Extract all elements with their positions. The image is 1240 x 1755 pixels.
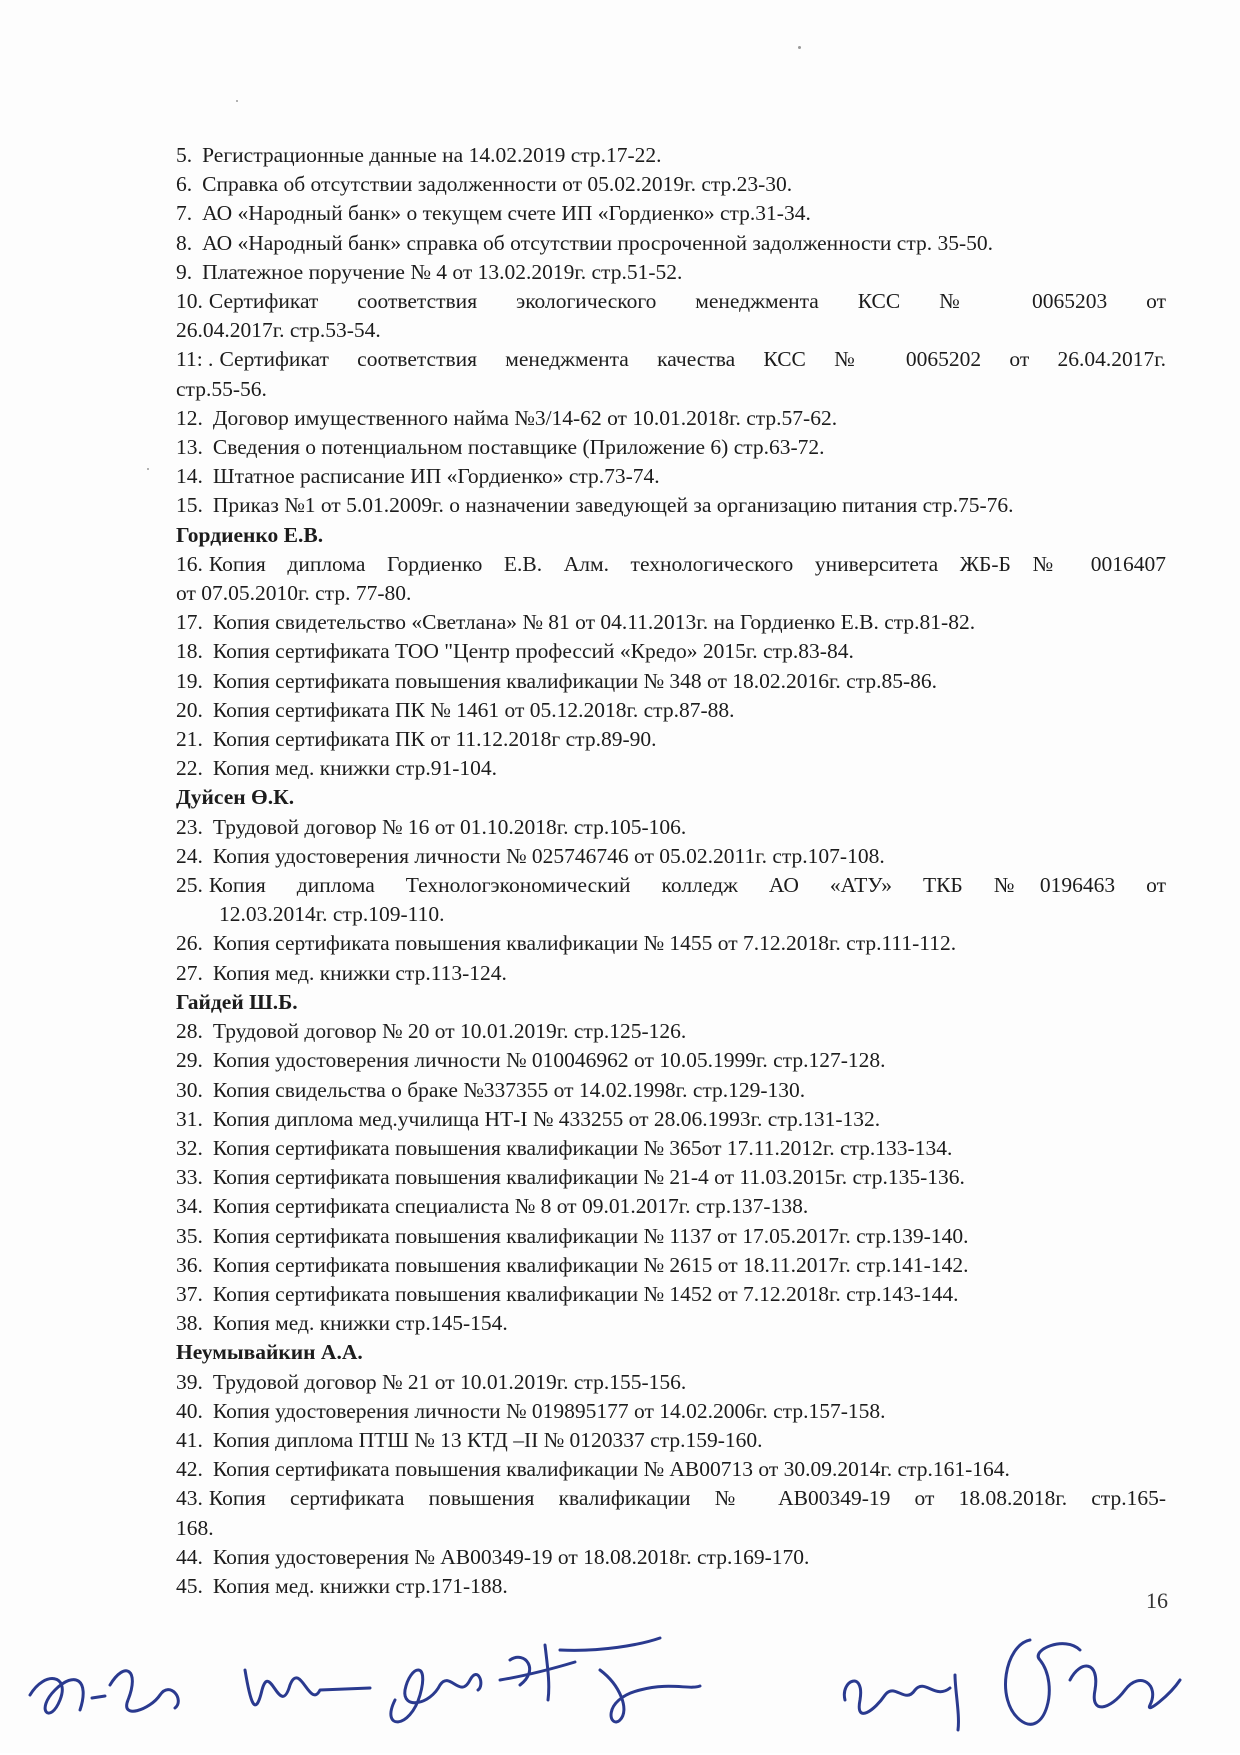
item-group-gordienko [176,608,1166,783]
list-item: 6. Справка об отсутствии задолженности от 05.02.2019г. стр.23-30. [176,172,793,197]
list-item: 32. Копия сертификата повышения квалификации № 365от 17.11.2012г. стр.133-134. [176,1135,953,1160]
list-item: 38. Копия мед. книжки стр.145-154. [176,1311,508,1336]
list-item-continuation: стр.55-56. [176,376,267,401]
list-item: 24. Копия удостоверения личности № 025746746 от 05.02.2011г. стр.107-108. [176,843,885,868]
list-item: 22. Копия мед. книжки стр.91-104. [176,756,497,781]
section-heading-gordienko: Гордиенко Е.В. [176,522,324,547]
list-item-line: 43. Копия сертификата повышения квалификации № АВ00349-19 от 18.08.2018г. стр.165- [176,1486,1166,1511]
list-item: 13. Сведения о потенциальном поставщике (Приложение 6) стр.63-72. [176,435,825,460]
list-item: 21. Копия сертификата ПК от 11.12.2018г стр.89-90. [176,727,657,752]
list-item: 20. Копия сертификата ПК № 1461 от 05.12.2018г. стр.87-88. [176,697,735,722]
list-item: 17. Копия свидетельство «Светлана» № 81 от 04.11.2013г. на Гордиенко Е.В. стр.81-82. [176,610,976,635]
list-item: 34. Копия сертификата специалиста № 8 от 09.01.2017г. стр.137-138. [176,1194,809,1219]
list-item-line: 11: . Сертификат соответствия менеджмента качества КСС № 0065202 от 26.04.2017г. [176,347,1166,372]
list-item: 45. Копия мед. книжки стр.171-188. [176,1573,508,1598]
signature-4 [500,1638,700,1722]
list-item: 37. Копия сертификата повышения квалификации № 1452 от 7.12.2018г. стр.143-144. [176,1281,959,1306]
list-item: 29. Копия удостоверения личности № 010046962 от 10.05.1999г. стр.127-128. [176,1048,886,1073]
item-group-duysen-a [176,813,1166,871]
list-item-43 [176,1484,1166,1542]
list-item-25 [176,871,1166,929]
list-item: 35. Копия сертификата повышения квалификации № 1137 от 17.05.2017г. стр.139-140. [176,1223,969,1248]
list-item: 40. Копия удостоверения личности № 019895177 от 14.02.2006г. стр.157-158. [176,1398,886,1423]
scan-speck [798,46,801,49]
item-group-mid [176,404,1166,521]
list-item: 14. Штатное расписание ИП «Гордиенко» стр.73-74. [176,464,660,489]
scan-speck [236,100,238,102]
list-item: 31. Копия диплома мед.училища НТ-I № 433255 от 28.06.1993г. стр.131-132. [176,1106,881,1131]
list-item: 18. Копия сертификата ТОО "Центр профессий «Кредо» 2015г. стр.83-84. [176,639,854,664]
section-heading-duysen: Дуйсен Ө.К. [176,785,295,810]
signature-6 [1006,1640,1180,1724]
signatures-image [0,1590,1240,1750]
section-heading-gaidey: Гайдей Ш.Б. [176,989,298,1014]
item-group-top [176,141,1166,287]
list-item: 42. Копия сертификата повышения квалификации № АВ00713 от 30.09.2014г. стр.161-164. [176,1457,1010,1482]
signature-row [0,1590,1240,1750]
list-item-line: 25. Копия диплома Технологэкономический колледж АО «АТУ» ТКБ №0196463 от [176,873,1166,898]
page-number: 16 [1146,1588,1168,1613]
list-item-continuation: от 07.05.2010г. стр. 77-80. [176,581,412,606]
signature-1 [30,1671,178,1713]
signature-3 [391,1670,481,1722]
list-item: 27. Копия мед. книжки стр.113-124. [176,960,507,985]
list-item: 5. Регистрационные данные на 14.02.2019 стр.17-22. [176,143,662,167]
list-item-continuation: 26.04.2017г. стр.53-54. [176,318,381,343]
list-item: 44. Копия удостоверения № АВ00349-19 от 18.08.2018г. стр.169-170. [176,1544,810,1569]
list-item-16 [176,550,1166,608]
signature-5 [844,1675,958,1730]
list-item: 23. Трудовой договор № 16 от 01.10.2018г. стр.105-106. [176,814,687,839]
list-item: 26. Копия сертификата повышения квалификации № 1455 от 7.12.2018г. стр.111-112. [176,931,957,956]
list-item-11 [176,345,1166,403]
list-item: 28. Трудовой договор № 20 от 10.01.2019г. стр.125-126. [176,1019,687,1044]
list-item: 15. Приказ №1 от 5.01.2009г. о назначении заведующей за организацию питания стр.75-76. [176,493,1014,518]
list-item: 39. Трудовой договор № 21 от 10.01.2019г. стр.155-156. [176,1369,687,1394]
list-item: 12. Договор имущественного найма №3/14-62 от 10.01.2018г. стр.57-62. [176,405,838,430]
list-item: 36. Копия сертификата повышения квалификации № 2615 от 18.11.2017г. стр.141-142. [176,1252,969,1277]
list-item: 30. Копия свидельства о браке №337355 от 14.02.1998г. стр.129-130. [176,1077,806,1102]
list-item: 33. Копия сертификата повышения квалификации № 21-4 от 11.03.2015г. стр.135-136. [176,1165,965,1190]
item-group-duysen-b [176,929,1166,987]
list-item-line: 16. Копия диплома Гордиенко Е.В. Алм. технологического университета ЖБ-Б № 0016407 [176,551,1166,576]
section-heading-neumyvaikin: Неумывайкин А.А. [176,1340,363,1365]
item-group-gaidey [176,1017,1166,1338]
scan-speck [147,468,149,470]
signature-2 [245,1670,370,1705]
list-item-continuation: 12.03.2014г. стр.109-110. [219,902,445,927]
list-item: 41. Копия диплома ПТШ № 13 КТД –II № 0120337 стр.159-160. [176,1427,763,1452]
list-item: 9. Платежное поручение № 4 от 13.02.2019г. стр.51-52. [176,259,683,284]
document-list [176,141,1166,1601]
list-item: 19. Копия сертификата повышения квалификации № 348 от 18.02.2016г. стр.85-86. [176,668,938,693]
item-group-neumyvaikin-a [176,1368,1166,1485]
list-item: 7. АО «Народный банк» о текущем счете ИП «Гордиенко» стр.31-34. [176,201,811,226]
list-item-continuation: 168. [176,1515,214,1540]
list-item-10 [176,287,1166,345]
list-item: 8. АО «Народный банк» справка об отсутствии просроченной задолженности стр. 35-50. [176,230,994,255]
list-item-line: 10. Сертификат соответствия экологического менеджмента КСС № 0065203 от [176,289,1166,314]
